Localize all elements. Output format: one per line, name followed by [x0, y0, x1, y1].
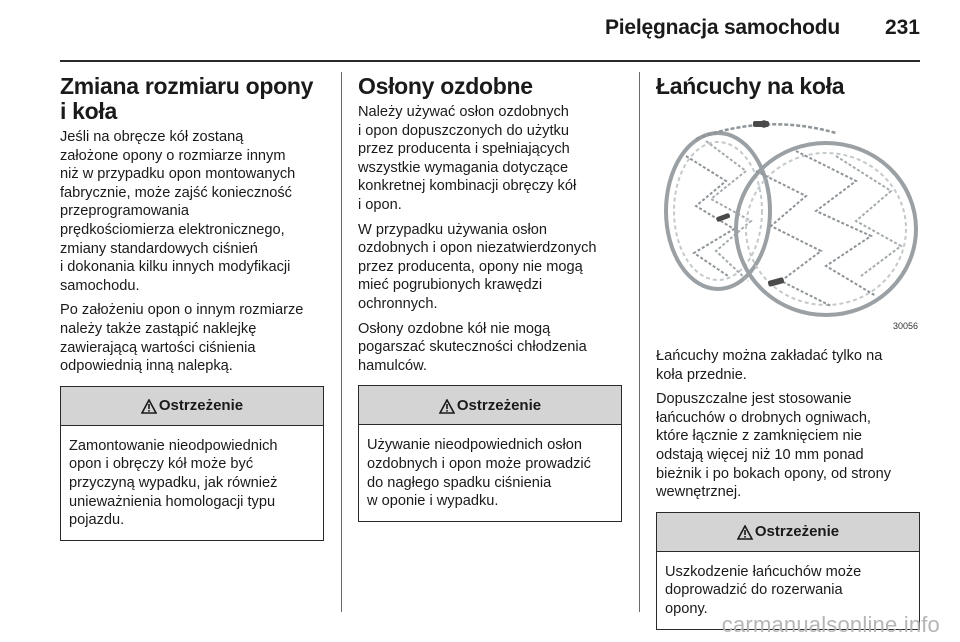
column-snow-chains	[656, 74, 920, 630]
section-title: Pielęgnacja samochodu	[604, 16, 840, 39]
figure-code: 30056	[892, 321, 918, 331]
warning-header	[657, 513, 919, 552]
warning-label: Ostrzeżenie	[158, 397, 244, 415]
snow-chains-illustration	[656, 111, 920, 333]
paragraph: Po założeniu opon o innym rozmiarze należy także zastąpić naklejkę zawierającą wartości ciśnienia odpowiednią inną nalepką.	[60, 302, 304, 375]
warning-text: Zamontowanie nieodpowiednich opon i obręczy kół może być przyczyną wypadku, jak również unieważnienia homologacji typu pojazdu.	[69, 437, 278, 529]
column-divider	[341, 72, 342, 612]
snow-chains-drawing	[656, 111, 920, 333]
heading-wheel-covers: Osłony ozdobne	[358, 73, 533, 99]
warning-triangle-icon	[141, 399, 157, 414]
paragraph: Dopuszczalne jest stosowanie łańcuchów o drobnych ogniwach, które łącznie z zamknięciem nie odstają więcej niż 10 mm ponad bieżnik i po bokach opony, od strony wewnętrznej.	[656, 391, 891, 501]
column-wheel-covers	[358, 74, 622, 522]
warning-header	[359, 386, 621, 425]
header-rule	[60, 60, 920, 62]
paragraph: W przypadku używania osłon ozdobnych i opon niezatwierdzonych przez producenta, opony nie mogą mieć pogrubionych krawędzi ochronnych.	[358, 221, 597, 312]
column-tire-size	[60, 74, 324, 541]
paragraph: Łańcuchy można zakładać tylko na koła przednie.	[656, 348, 883, 383]
warning-header	[61, 387, 323, 426]
paragraph: Jeśli na obręcze kół zostaną założone opony o rozmiarze innym niż w przypadku opon montowanych fabrycznie, może zajść konieczność przeprogramowania prędkościomierza elektronicznego, zmiany standardowych ciśnień i dokonania kilku innych modyfikacji samochodu.	[60, 129, 296, 294]
warning-triangle-icon	[737, 525, 753, 540]
watermark: carmanualsonline.info	[721, 612, 940, 637]
warning-triangle-icon	[439, 399, 455, 414]
page-number: 231	[884, 16, 920, 39]
paragraph: Należy używać osłon ozdobnych i opon dopuszczonych do użytku przez producenta i spełniających wszystkie wymagania dotyczące konkretnej kombinacji obręczy kół i opon.	[358, 104, 577, 213]
warning-box	[60, 386, 324, 541]
warning-text: Uszkodzenie łańcuchów może doprowadzić do rozerwania opony.	[665, 563, 862, 617]
heading-snow-chains: Łańcuchy na koła	[656, 73, 845, 99]
warning-text: Używanie nieodpowiednich osłon ozdobnych i opon może prowadzić do nagłego spadku ciśnienia w oponie i wypadku.	[367, 437, 591, 510]
paragraph: Osłony ozdobne kół nie mogą pogarszać skuteczności chłodzenia hamulców.	[358, 320, 587, 374]
warning-label: Ostrzeżenie	[754, 523, 840, 541]
warning-label: Ostrzeżenie	[456, 396, 542, 414]
column-divider	[639, 72, 640, 612]
warning-box	[358, 385, 622, 521]
heading-tire-size: Zmiana rozmiaru opony i koła	[60, 73, 314, 124]
page-header	[0, 0, 960, 62]
